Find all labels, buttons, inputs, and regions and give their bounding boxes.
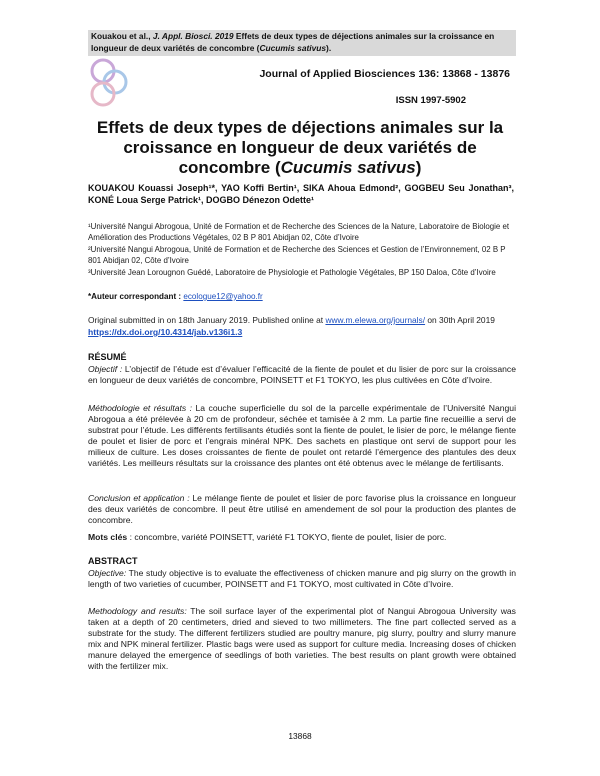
title-species: Cucumis sativus: [280, 158, 416, 177]
corresponding-author: [88, 292, 263, 302]
doi-link[interactable]: https://dx.doi.org/10.4314/jab.v136i1.3: [88, 327, 243, 337]
received-text-end: on 30th April 2019: [427, 315, 495, 325]
title-main: Effets de deux types de déjections animales sur la croissance en longueur de deux variétés de concombre (: [96, 118, 504, 177]
affiliation-1: ¹Université Nangui Abrogoua, Unité de Formation et de Recherche des Sciences de la Nature, Laboratoire de Biologie et Amélioration des Productions Végétales, 02 B P 801 Abidjan 02, Côte d’Ivoire: [88, 222, 510, 242]
conclusion-label: Conclusion et application :: [88, 493, 190, 503]
methodologie-label: Méthodologie et résultats :: [88, 403, 193, 413]
resume-heading: RÉSUMÉ: [88, 352, 127, 362]
objectif-label: Objectif :: [88, 364, 123, 374]
paper-title: [88, 118, 512, 178]
journal-url-link[interactable]: www.m.elewa.org/journals/: [325, 315, 426, 325]
resume-methodologie: [88, 403, 516, 468]
corresponding-email-link[interactable]: ecologue12@yahoo.fr: [183, 292, 263, 301]
journal-citation: Journal of Applied Biosciences 136: 13868 - 13876: [259, 68, 510, 80]
abstract-heading: ABSTRACT: [88, 556, 138, 566]
objective-text: The study objective is to evaluate the effectiveness of chicken manure and pig slurry on the growth in length of two varieties of cucumber, POINSETT and F1 TOKYO, most cultivated in Côte d’Ivoire.: [88, 568, 516, 589]
conclusion-text: Le mélange fiente de poulet et lisier de porc favorise plus la croissance en longueur des deux variétés de concombre. Il peut être utilisé en amendement de sol pour la production des plantes de concombre.: [88, 493, 516, 525]
mots-label: Mots clés: [88, 532, 128, 542]
resume-conclusion: [88, 493, 516, 526]
abstract-objective: [88, 568, 516, 590]
resume-objectif: [88, 364, 516, 386]
objectif-text: L’objectif de l’étude est d’évaluer l’efficacité de la fiente de poulet et du lisier de porc sur la croissance en longueur de deux variétés de concombre, POINSETT et F1 TOKYO, les plus cultivées en Côte d’Ivoire.: [88, 364, 516, 385]
author-list: KOUAKOU Kouassi Joseph¹*, YAO Koffi Bertin¹, SIKA Ahoua Edmond², GOGBEU Seu Jonathan³, KONÉ Loua Serge Patrick¹, DOGBO Dénezon Odette¹: [88, 183, 514, 205]
methodology-text: The soil surface layer of the experimental plot of Nangui Abrogoua University was taken at a depth of 20 centimeters, dried and sieved to two millimeters. The fine part collected served as a substrate for the study. The different fertilizers studied are poultry manure, pig slurry, poultry and slurry manure mix and NPK mineral fertilizer. Plastic bags were used as support for culture media. Increasing doses of chicken manure delayed the emergence of seedlings of both varieties. The best results on plant growth were obtained with the fertilizer mix.: [88, 606, 516, 671]
affiliation-3: ³Université Jean Lorougnon Guédé, Laboratoire de Physiologie et Pathologie Végétales, BP 150 Daloa, Côte d’Ivoire: [88, 268, 496, 277]
issn: ISSN 1997-5902: [395, 95, 466, 106]
submission-info: [88, 315, 516, 326]
header-title-end: ).: [326, 42, 332, 53]
received-text-start: Original submitted in on 18th January 2019. Published online at: [88, 315, 324, 325]
running-header: [88, 30, 516, 56]
header-title-start: Effets de deux types de déjections animales sur la croissance en longueur de deux variétés de concombre (: [91, 31, 495, 53]
title-end: ): [415, 158, 422, 177]
mots-text: : concombre, variété POINSETT, variété F1 TOKYO, fiente de poulet, lisier de porc.: [129, 532, 447, 542]
header-journal-ref: J. Appl. Biosci. 2019: [152, 31, 234, 41]
abstract-methodology: [88, 606, 516, 671]
header-species: Cucumis sativus: [259, 42, 327, 53]
journal-logo: [88, 56, 132, 112]
page-number: 13868: [288, 731, 312, 741]
affiliation-2: ²Université Nangui Abrogoua, Unité de Formation et de Recherche des Sciences et Gestion de l’Environnement, 02 B P 801 Abidjan 02, Côte d’Ivoire: [88, 245, 506, 265]
header-authors: Kouakou et al.,: [91, 31, 151, 41]
resume-keywords: [88, 532, 516, 543]
objective-label: Objective:: [88, 568, 127, 578]
corresponding-label: *Auteur correspondant :: [88, 292, 182, 301]
methodologie-text: La couche superficielle du sol de la parcelle expérimentale de l’Université Nangui Abrogoua a été prélevée à 20 cm de profondeur, séchée et tamisée à 2 mm. La partie fine recueillie a servi de substrat pour l’étude. Les différents fertilisants étudiés sont la fiente de poulet, le lisier de porc, le mélange fiente de poulet et lisier de porc et l’engrais minéral NPK. Des sachets en plastique ont servi de support pour les milieux de culture. Les doses croissantes de fiente de poulet ont retardé l’émergence des plantules des deux variétés. Les meilleurs résultats sur la croissance des plantes ont été obtenus avec le mélange de fertilisants.: [88, 403, 516, 468]
methodology-label: Methodology and results:: [88, 606, 187, 616]
